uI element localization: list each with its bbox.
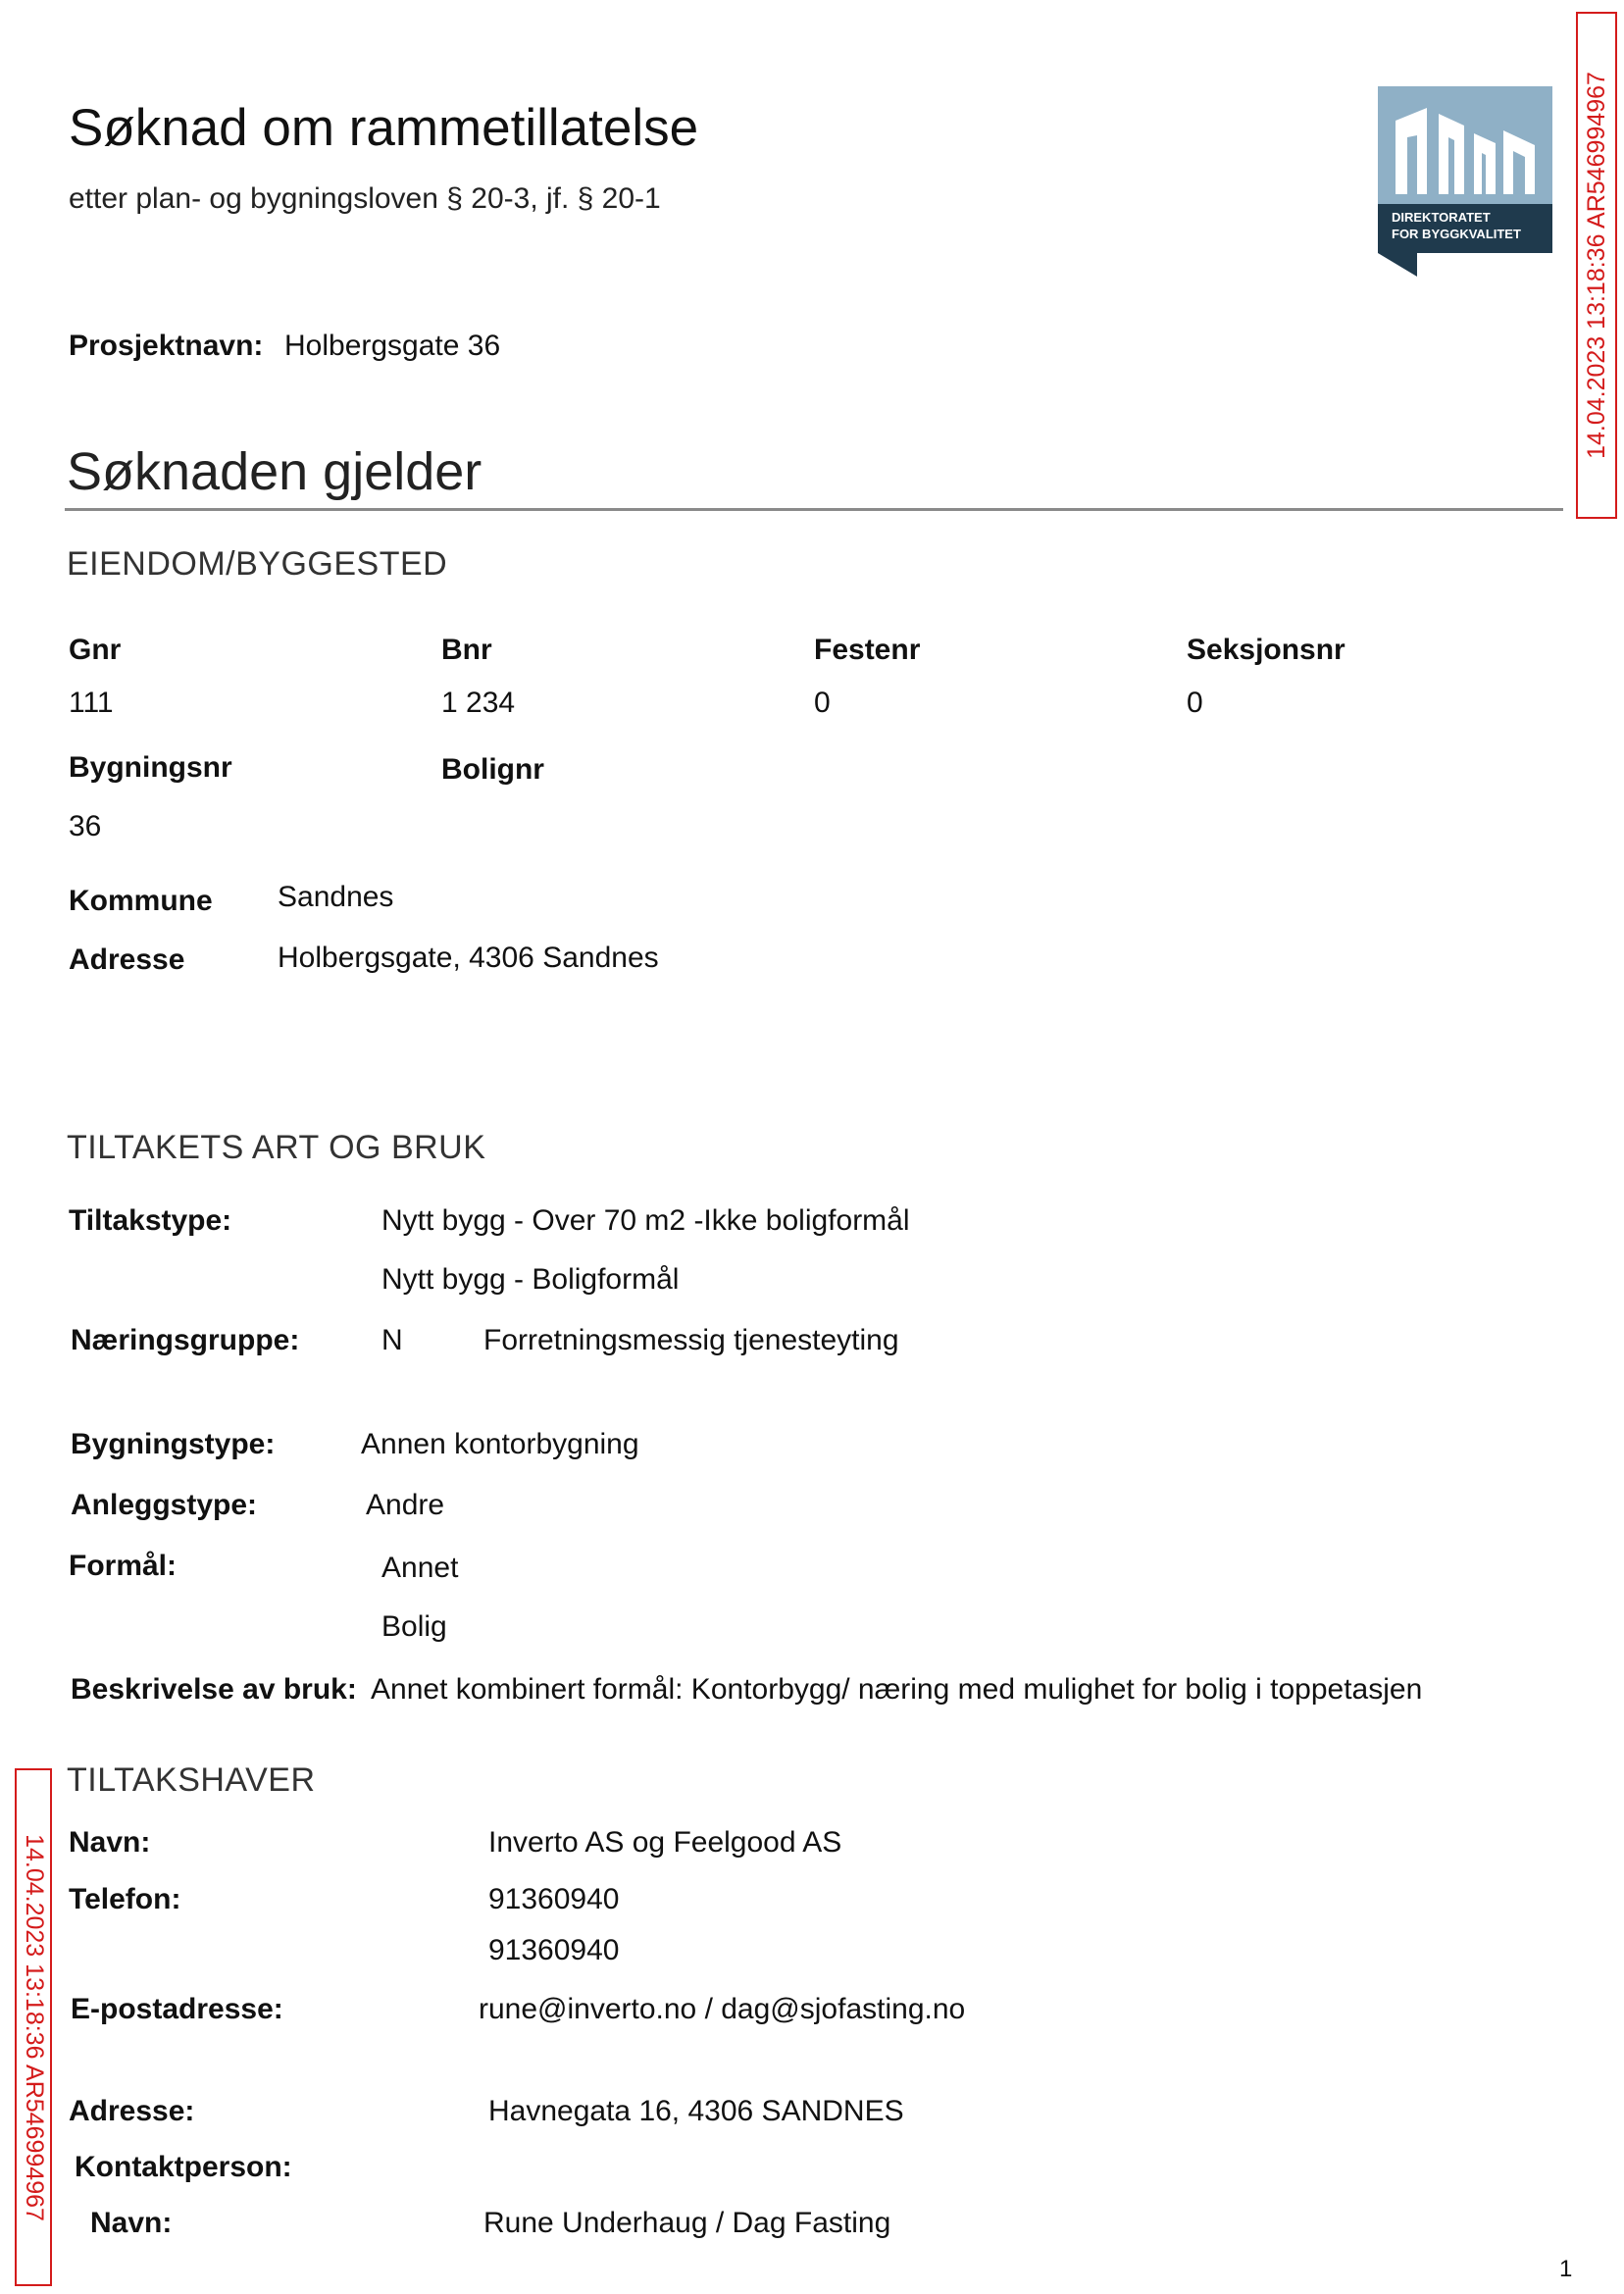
navn-label: Navn:	[69, 1826, 151, 1859]
kontakt-navn-label: Navn:	[90, 2207, 173, 2239]
naeringsgruppe-label: Næringsgruppe:	[71, 1324, 300, 1356]
tiltakstype-value: Nytt bygg - Boligformål	[381, 1263, 680, 1296]
timestamp-stamp-side	[15, 1768, 52, 2286]
bolignr-label: Bolignr	[441, 753, 544, 786]
logo-text-line2: FOR BYGGKVALITET	[1392, 227, 1521, 241]
telefon-value: 91360940	[488, 1934, 620, 1966]
bnr-value: 1 234	[441, 687, 516, 719]
tiltakstype-value: Nytt bygg - Over 70 m2 -Ikke boligformål	[381, 1204, 910, 1237]
formal-label: Formål:	[69, 1550, 178, 1582]
adresse-label: Adresse	[69, 943, 185, 976]
navn-value: Inverto AS og Feelgood AS	[488, 1826, 842, 1859]
tiltak-heading: TILTAKETS ART OG BRUK	[67, 1129, 486, 1166]
tiltakshaver-adresse-label: Adresse:	[69, 2095, 195, 2127]
timestamp-stamp-top	[1576, 12, 1617, 519]
section-heading: Søknaden gjelder	[67, 442, 482, 501]
bnr-label: Bnr	[441, 634, 492, 666]
kontakt-navn-value: Rune Underhaug / Dag Fasting	[483, 2207, 891, 2239]
bygningsnr-value: 36	[69, 810, 102, 842]
bygningstype-label: Bygningstype:	[71, 1428, 276, 1460]
seksjonsnr-label: Seksjonsnr	[1187, 634, 1345, 666]
tiltakshaver-heading: TILTAKSHAVER	[67, 1761, 316, 1799]
eiendom-heading: EIENDOM/BYGGESTED	[67, 545, 448, 583]
kommune-value: Sandnes	[278, 881, 394, 913]
bygningsnr-label: Bygningsnr	[69, 751, 232, 784]
document-title: Søknad om rammetillatelse	[69, 99, 699, 157]
telefon-value: 91360940	[488, 1883, 620, 1915]
formal-value: Bolig	[381, 1610, 447, 1643]
tiltakstype-label: Tiltakstype:	[69, 1204, 232, 1237]
project-label: Prosjektnavn:	[69, 330, 264, 362]
heading-divider	[65, 508, 1563, 511]
project-value: Holbergsgate 36	[284, 330, 501, 362]
naeringsgruppe-value: Forretningsmessig tjenesteyting	[483, 1324, 899, 1356]
epost-label: E-postadresse:	[71, 1993, 283, 2025]
bygningstype-value: Annen kontorbygning	[361, 1428, 639, 1460]
stamp-text: 14.04.2023 13:18:36 AR546994967	[20, 1833, 48, 2221]
beskrivelse-label: Beskrivelse av bruk:	[71, 1673, 357, 1706]
kommune-label: Kommune	[69, 885, 213, 917]
beskrivelse-value: Annet kombinert formål: Kontorbygg/ næring med mulighet for bolig i toppetasjen	[371, 1673, 1423, 1706]
seksjonsnr-value: 0	[1187, 687, 1203, 719]
formal-value: Annet	[381, 1552, 459, 1584]
gnr-label: Gnr	[69, 634, 122, 666]
festenr-label: Festenr	[814, 634, 921, 666]
adresse-value: Holbergsgate, 4306 Sandnes	[278, 942, 659, 974]
gnr-value: 111	[69, 687, 114, 719]
stamp-text: 14.04.2023 13:18:36 AR546994967	[1582, 72, 1610, 459]
logo-text-line1: DIREKTORATET	[1392, 210, 1491, 225]
anleggstype-value: Andre	[366, 1489, 445, 1521]
naeringsgruppe-code: N	[381, 1324, 403, 1356]
telefon-label: Telefon:	[69, 1883, 181, 1915]
tiltakshaver-adresse-value: Havnegata 16, 4306 SANDNES	[488, 2095, 904, 2127]
anleggstype-label: Anleggstype:	[71, 1489, 258, 1521]
epost-value: rune@inverto.no / dag@sjofasting.no	[479, 1993, 966, 2025]
page-number: 1	[1559, 2256, 1573, 2282]
kontaktperson-label: Kontaktperson:	[75, 2151, 292, 2183]
document-subtitle: etter plan- og bygningsloven § 20-3, jf. § 20-1	[69, 182, 661, 215]
dibk-logo	[1378, 86, 1552, 277]
festenr-value: 0	[814, 687, 831, 719]
